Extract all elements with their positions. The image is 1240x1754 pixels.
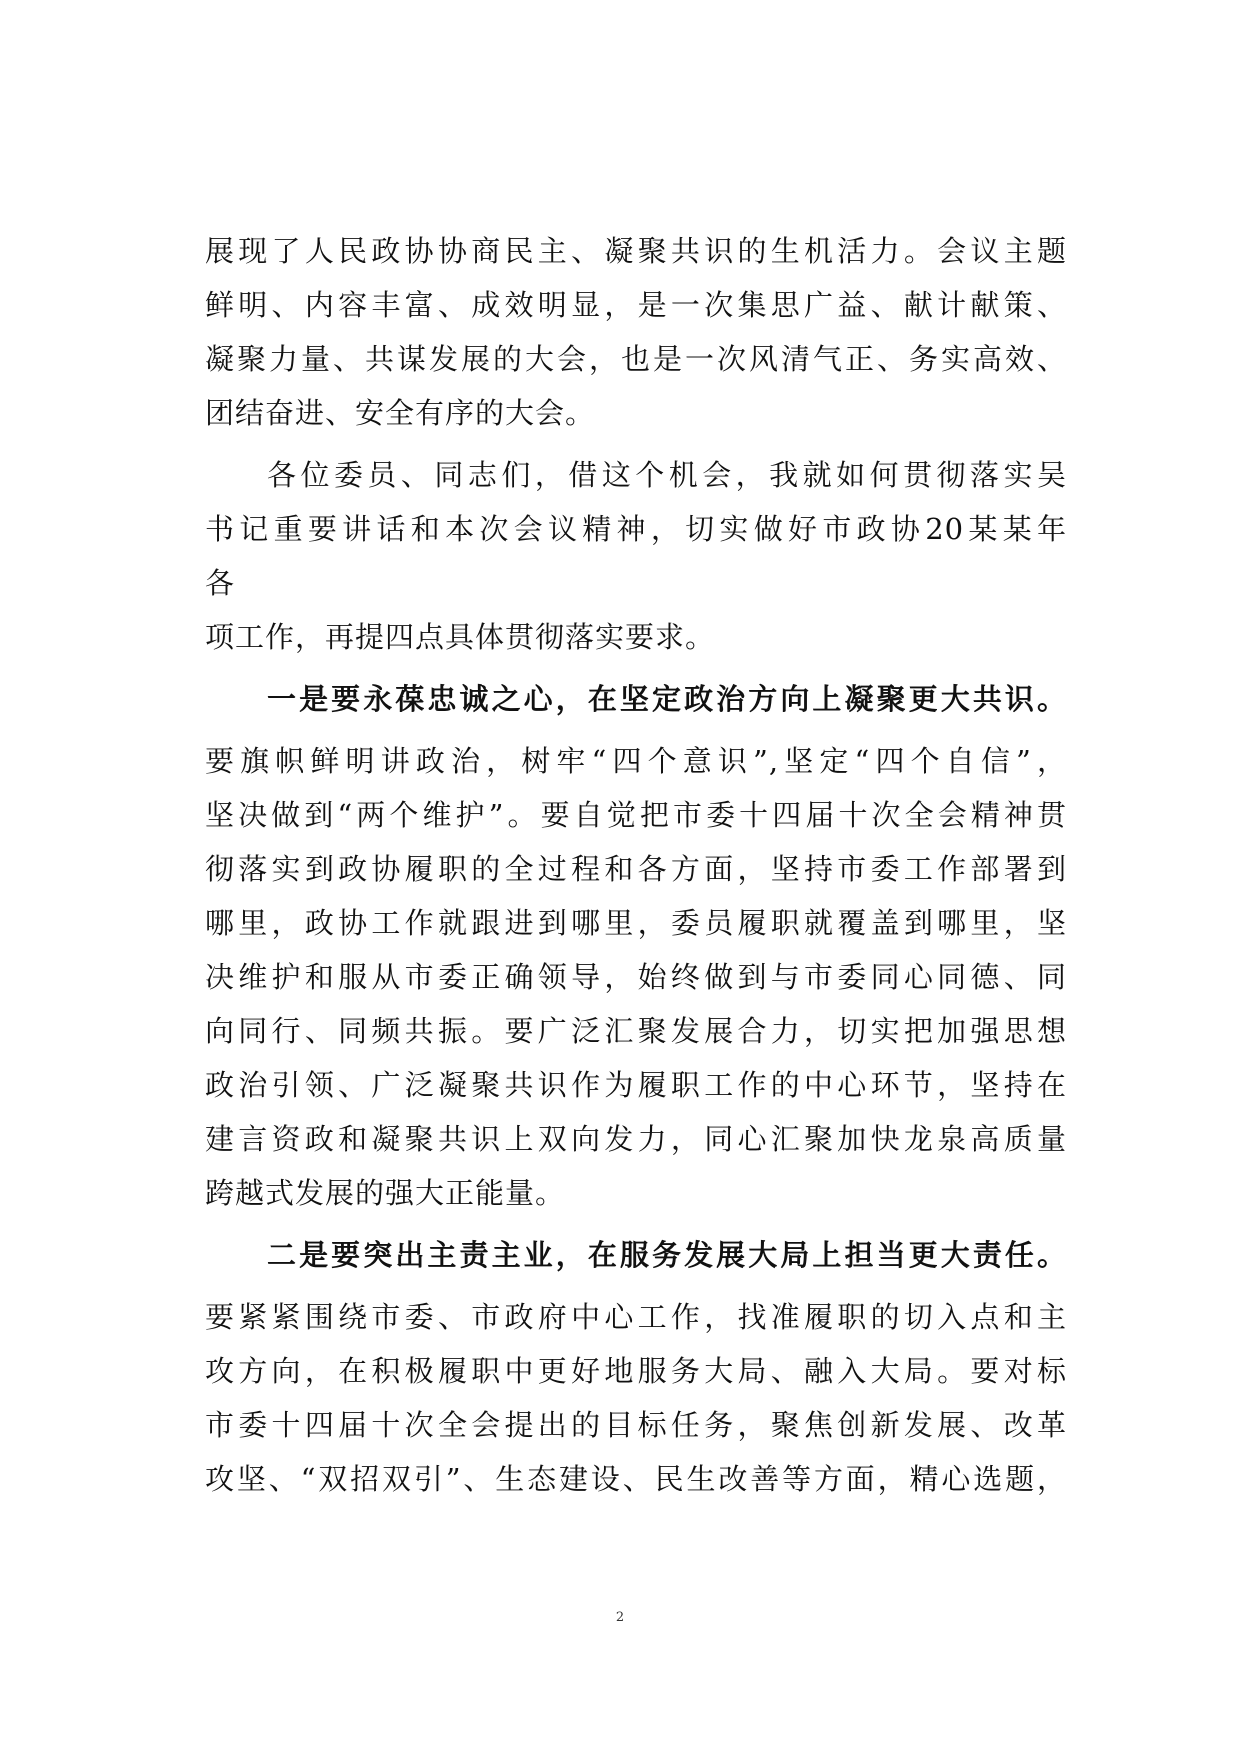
text-line: 要紧紧围绕市委、市政府中心工作，找准履职的切入点和主 bbox=[205, 1300, 1067, 1334]
text-line: 团结奋进、安全有序的大会。 bbox=[205, 396, 596, 430]
text-line: 攻方向，在积极履职中更好地服务大局、融入大局。要对标 bbox=[205, 1354, 1067, 1388]
text-line: 书记重要讲话和本次会议精神，切实做好市政协20某某年 bbox=[205, 512, 1067, 546]
text-line: 凝聚力量、共谋发展的大会，也是一次风清气正、务实高效、 bbox=[205, 342, 1067, 376]
text-line: 跨越式发展的强大正能量。 bbox=[205, 1176, 566, 1210]
section-heading-2: 二是要突出主责主业，在服务发展大局上担当更大责任。 bbox=[267, 1238, 1067, 1272]
text-line: 彻落实到政协履职的全过程和各方面，坚持市委工作部署到 bbox=[205, 852, 1067, 886]
text-line: 鲜明、内容丰富、成效明显，是一次集思广益、献计献策、 bbox=[205, 288, 1067, 322]
text-line: 决维护和服从市委正确领导，始终做到与市委同心同德、同 bbox=[205, 960, 1067, 994]
text-line: 各 bbox=[205, 566, 236, 600]
section-heading-1: 一是要永葆忠诚之心，在坚定政治方向上凝聚更大共识。 bbox=[267, 682, 1067, 716]
document-body bbox=[205, 224, 1067, 1506]
text-line: 市委十四届十次全会提出的目标任务，聚焦创新发展、改革 bbox=[205, 1408, 1067, 1442]
text-line: 要旗帜鲜明讲政治，树牢“四个意识”,坚定“四个自信”， bbox=[205, 744, 1067, 778]
text-line: 展现了人民政协协商民主、凝聚共识的生机活力。会议主题 bbox=[205, 234, 1067, 268]
text-line: 攻坚、“双招双引”、生态建设、民生改善等方面，精心选题， bbox=[205, 1462, 1067, 1496]
text-line: 坚决做到“两个维护”。要自觉把市委十四届十次全会精神贯 bbox=[205, 798, 1067, 832]
text-line: 建言资政和凝聚共识上双向发力，同心汇聚加快龙泉高质量 bbox=[205, 1122, 1067, 1156]
text-line: 向同行、同频共振。要广泛汇聚发展合力，切实把加强思想 bbox=[205, 1014, 1067, 1048]
text-line: 各位委员、同志们，借这个机会，我就如何贯彻落实吴 bbox=[267, 458, 1067, 492]
text-line: 哪里，政协工作就跟进到哪里，委员履职就覆盖到哪里，坚 bbox=[205, 906, 1067, 940]
page-number: 2 bbox=[615, 1610, 625, 1625]
text-line: 项工作，再提四点具体贯彻落实要求。 bbox=[205, 620, 716, 654]
text-line: 政治引领、广泛凝聚共识作为履职工作的中心环节，坚持在 bbox=[205, 1068, 1067, 1102]
